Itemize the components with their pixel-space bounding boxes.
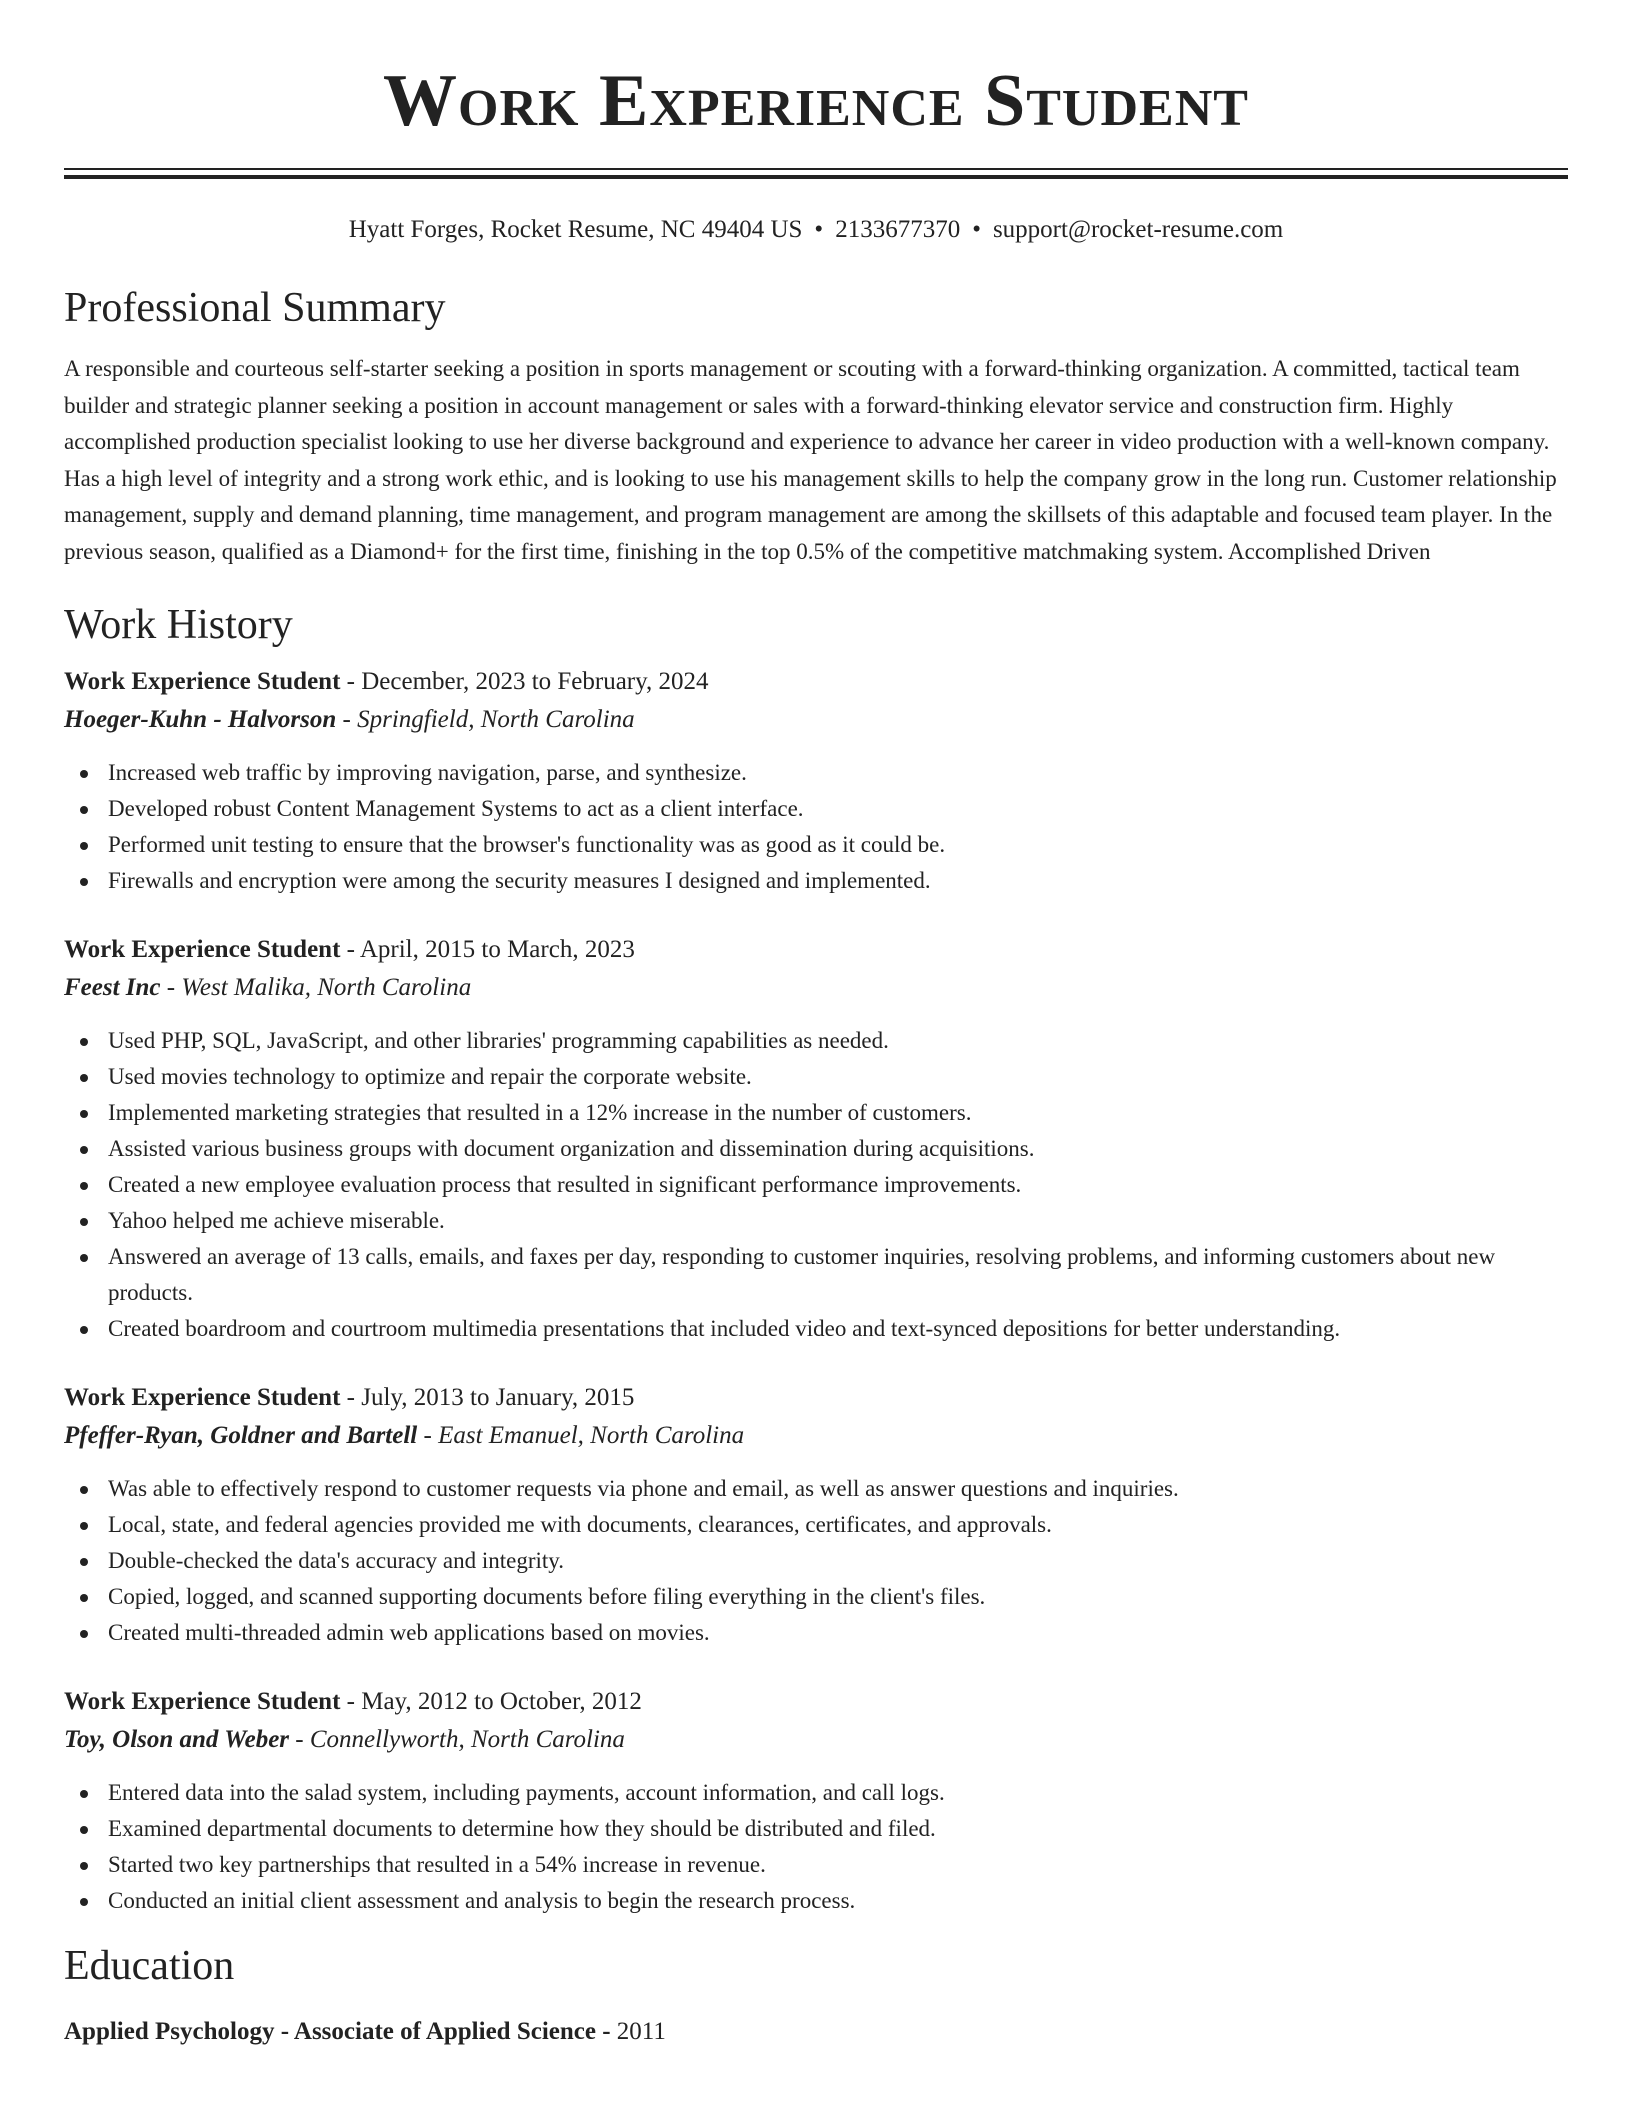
job-company: Feest Inc	[64, 973, 161, 1001]
job-duty-item: Developed robust Content Management Systems to act as a client interface.	[64, 791, 1568, 827]
job-duty-item: Assisted various business groups with document organization and dissemination during acquisitions.	[64, 1131, 1568, 1167]
job-company: Toy, Olson and Weber	[64, 1725, 290, 1753]
job-duty-item: Copied, logged, and scanned supporting documents before filing everything in the client's files.	[64, 1579, 1568, 1615]
job-duty-item: Examined departmental documents to determine how they should be distributed and filed.	[64, 1811, 1568, 1847]
job-location: Springfield, North Carolina	[357, 705, 635, 733]
job-entry	[64, 935, 1568, 1347]
job-header: Work Experience Student - April, 2015 to March, 2023	[64, 935, 635, 963]
education-entry	[64, 2017, 1568, 2047]
job-company: Hoeger-Kuhn - Halvorson	[64, 705, 337, 733]
education-list	[64, 2017, 1568, 2047]
job-duty-item: Increased web traffic by improving navigation, parse, and synthesize.	[64, 755, 1568, 791]
job-header: Work Experience Student - December, 2023 to February, 2024	[64, 667, 709, 695]
job-duty-item: Used movies technology to optimize and repair the corporate website.	[64, 1059, 1568, 1095]
job-duties-list	[64, 1471, 1568, 1651]
education-year: 2011	[616, 2018, 666, 2046]
education-degree: Applied Psychology - Associate of Applied Science	[64, 2018, 596, 2046]
job-title: Work Experience Student	[64, 935, 341, 963]
job-organization: Toy, Olson and Weber - Connellyworth, North Carolina	[64, 1725, 625, 1753]
job-duty-item: Conducted an initial client assessment and analysis to begin the research process.	[64, 1883, 1568, 1919]
job-duty-item: Entered data into the salad system, including payments, account information, and call logs.	[64, 1775, 1568, 1811]
job-entry	[64, 667, 1568, 899]
job-dates: April, 2015 to March, 2023	[359, 935, 635, 963]
job-title: Work Experience Student	[64, 1687, 341, 1715]
summary-text: A responsible and courteous self-starter seeking a position in sports management or scouting with a forward-thinking organization. A committed, tactical team builder and strategic planner seeking a position in account management or sales with a forward-thinking elevator service and construction firm. Highly accomplished production specialist looking to use her diverse background and experience to advance her career in video production with a well-known company. Has a high level of integrity and a strong work ethic, and is looking to use his management skills to help the company grow in the long run. Customer relationship management, supply and demand planning, time management, and program management are among the skillsets of this adaptable and focused team player. In the previous season, qualified as a Diamond+ for the first time, finishing in the top 0.5% of the competitive matchmaking system. Accomplished Driven	[64, 356, 1557, 564]
job-duties-list	[64, 755, 1568, 899]
job-title: Work Experience Student	[64, 667, 341, 695]
job-duty-item: Double-checked the data's accuracy and integrity.	[64, 1543, 1568, 1579]
job-duty-item: Local, state, and federal agencies provided me with documents, clearances, certificates, and approvals.	[64, 1507, 1568, 1543]
contact-line	[64, 215, 1568, 245]
job-duty-item: Created multi-threaded admin web applications based on movies.	[64, 1615, 1568, 1651]
job-entry	[64, 1687, 1568, 1919]
contact-address: Hyatt Forges, Rocket Resume, NC 49404 US	[348, 216, 803, 243]
job-dates: May, 2012 to October, 2012	[361, 1687, 642, 1715]
resume-name: Work Experience Student	[383, 60, 1249, 142]
job-duties-list	[64, 1023, 1568, 1347]
job-duty-item: Firewalls and encryption were among the security measures I designed and implemented.	[64, 863, 1568, 899]
job-duty-item: Was able to effectively respond to customer requests via phone and email, as well as answer questions and inquiries.	[64, 1471, 1568, 1507]
job-location: Connellyworth, North Carolina	[309, 1725, 625, 1753]
education-heading: Education	[64, 1942, 235, 1989]
work-history-list	[64, 667, 1568, 1919]
header-divider-thin	[64, 168, 1568, 170]
contact-phone: 2133677370	[835, 216, 961, 243]
job-duty-item: Used PHP, SQL, JavaScript, and other libraries' programming capabilities as needed.	[64, 1023, 1568, 1059]
job-duty-item: Created a new employee evaluation process that resulted in significant performance improvements.	[64, 1167, 1568, 1203]
job-company: Pfeffer-Ryan, Goldner and Bartell	[64, 1421, 418, 1449]
job-duty-item: Implemented marketing strategies that resulted in a 12% increase in the number of customers.	[64, 1095, 1568, 1131]
job-duties-list	[64, 1775, 1568, 1919]
job-duty-item: Yahoo helped me achieve miserable.	[64, 1203, 1568, 1239]
job-header: Work Experience Student - May, 2012 to October, 2012	[64, 1687, 642, 1715]
contact-email: support@rocket-resume.com	[992, 216, 1284, 243]
job-location: West Malika, North Carolina	[181, 973, 472, 1001]
job-dates: December, 2023 to February, 2024	[361, 667, 709, 695]
job-title: Work Experience Student	[64, 1383, 341, 1411]
job-duty-item: Started two key partnerships that resulted in a 54% increase in revenue.	[64, 1847, 1568, 1883]
job-organization: Hoeger-Kuhn - Halvorson - Springfield, North Carolina	[64, 705, 635, 733]
header-divider-thick	[64, 175, 1568, 179]
contact-separator: •	[972, 216, 981, 243]
job-location: East Emanuel, North Carolina	[438, 1421, 745, 1449]
job-duty-item: Created boardroom and courtroom multimedia presentations that included video and text-synced depositions for better understanding.	[64, 1311, 1568, 1347]
summary-heading: Professional Summary	[64, 285, 446, 331]
job-duty-item: Answered an average of 13 calls, emails, and faxes per day, responding to customer inquiries, resolving problems, and informing customers about new products.	[64, 1239, 1568, 1311]
job-organization: Feest Inc - West Malika, North Carolina	[64, 973, 472, 1001]
contact-separator: •	[814, 216, 824, 243]
work-history-heading: Work History	[64, 602, 293, 649]
education-separator: -	[595, 2018, 617, 2046]
job-duty-item: Performed unit testing to ensure that the browser's functionality was as good as it could be.	[64, 827, 1568, 863]
job-header: Work Experience Student - July, 2013 to January, 2015	[64, 1383, 635, 1411]
job-entry	[64, 1383, 1568, 1651]
job-dates: July, 2013 to January, 2015	[361, 1383, 635, 1411]
job-organization: Pfeffer-Ryan, Goldner and Bartell - East Emanuel, North Carolina	[64, 1421, 745, 1449]
